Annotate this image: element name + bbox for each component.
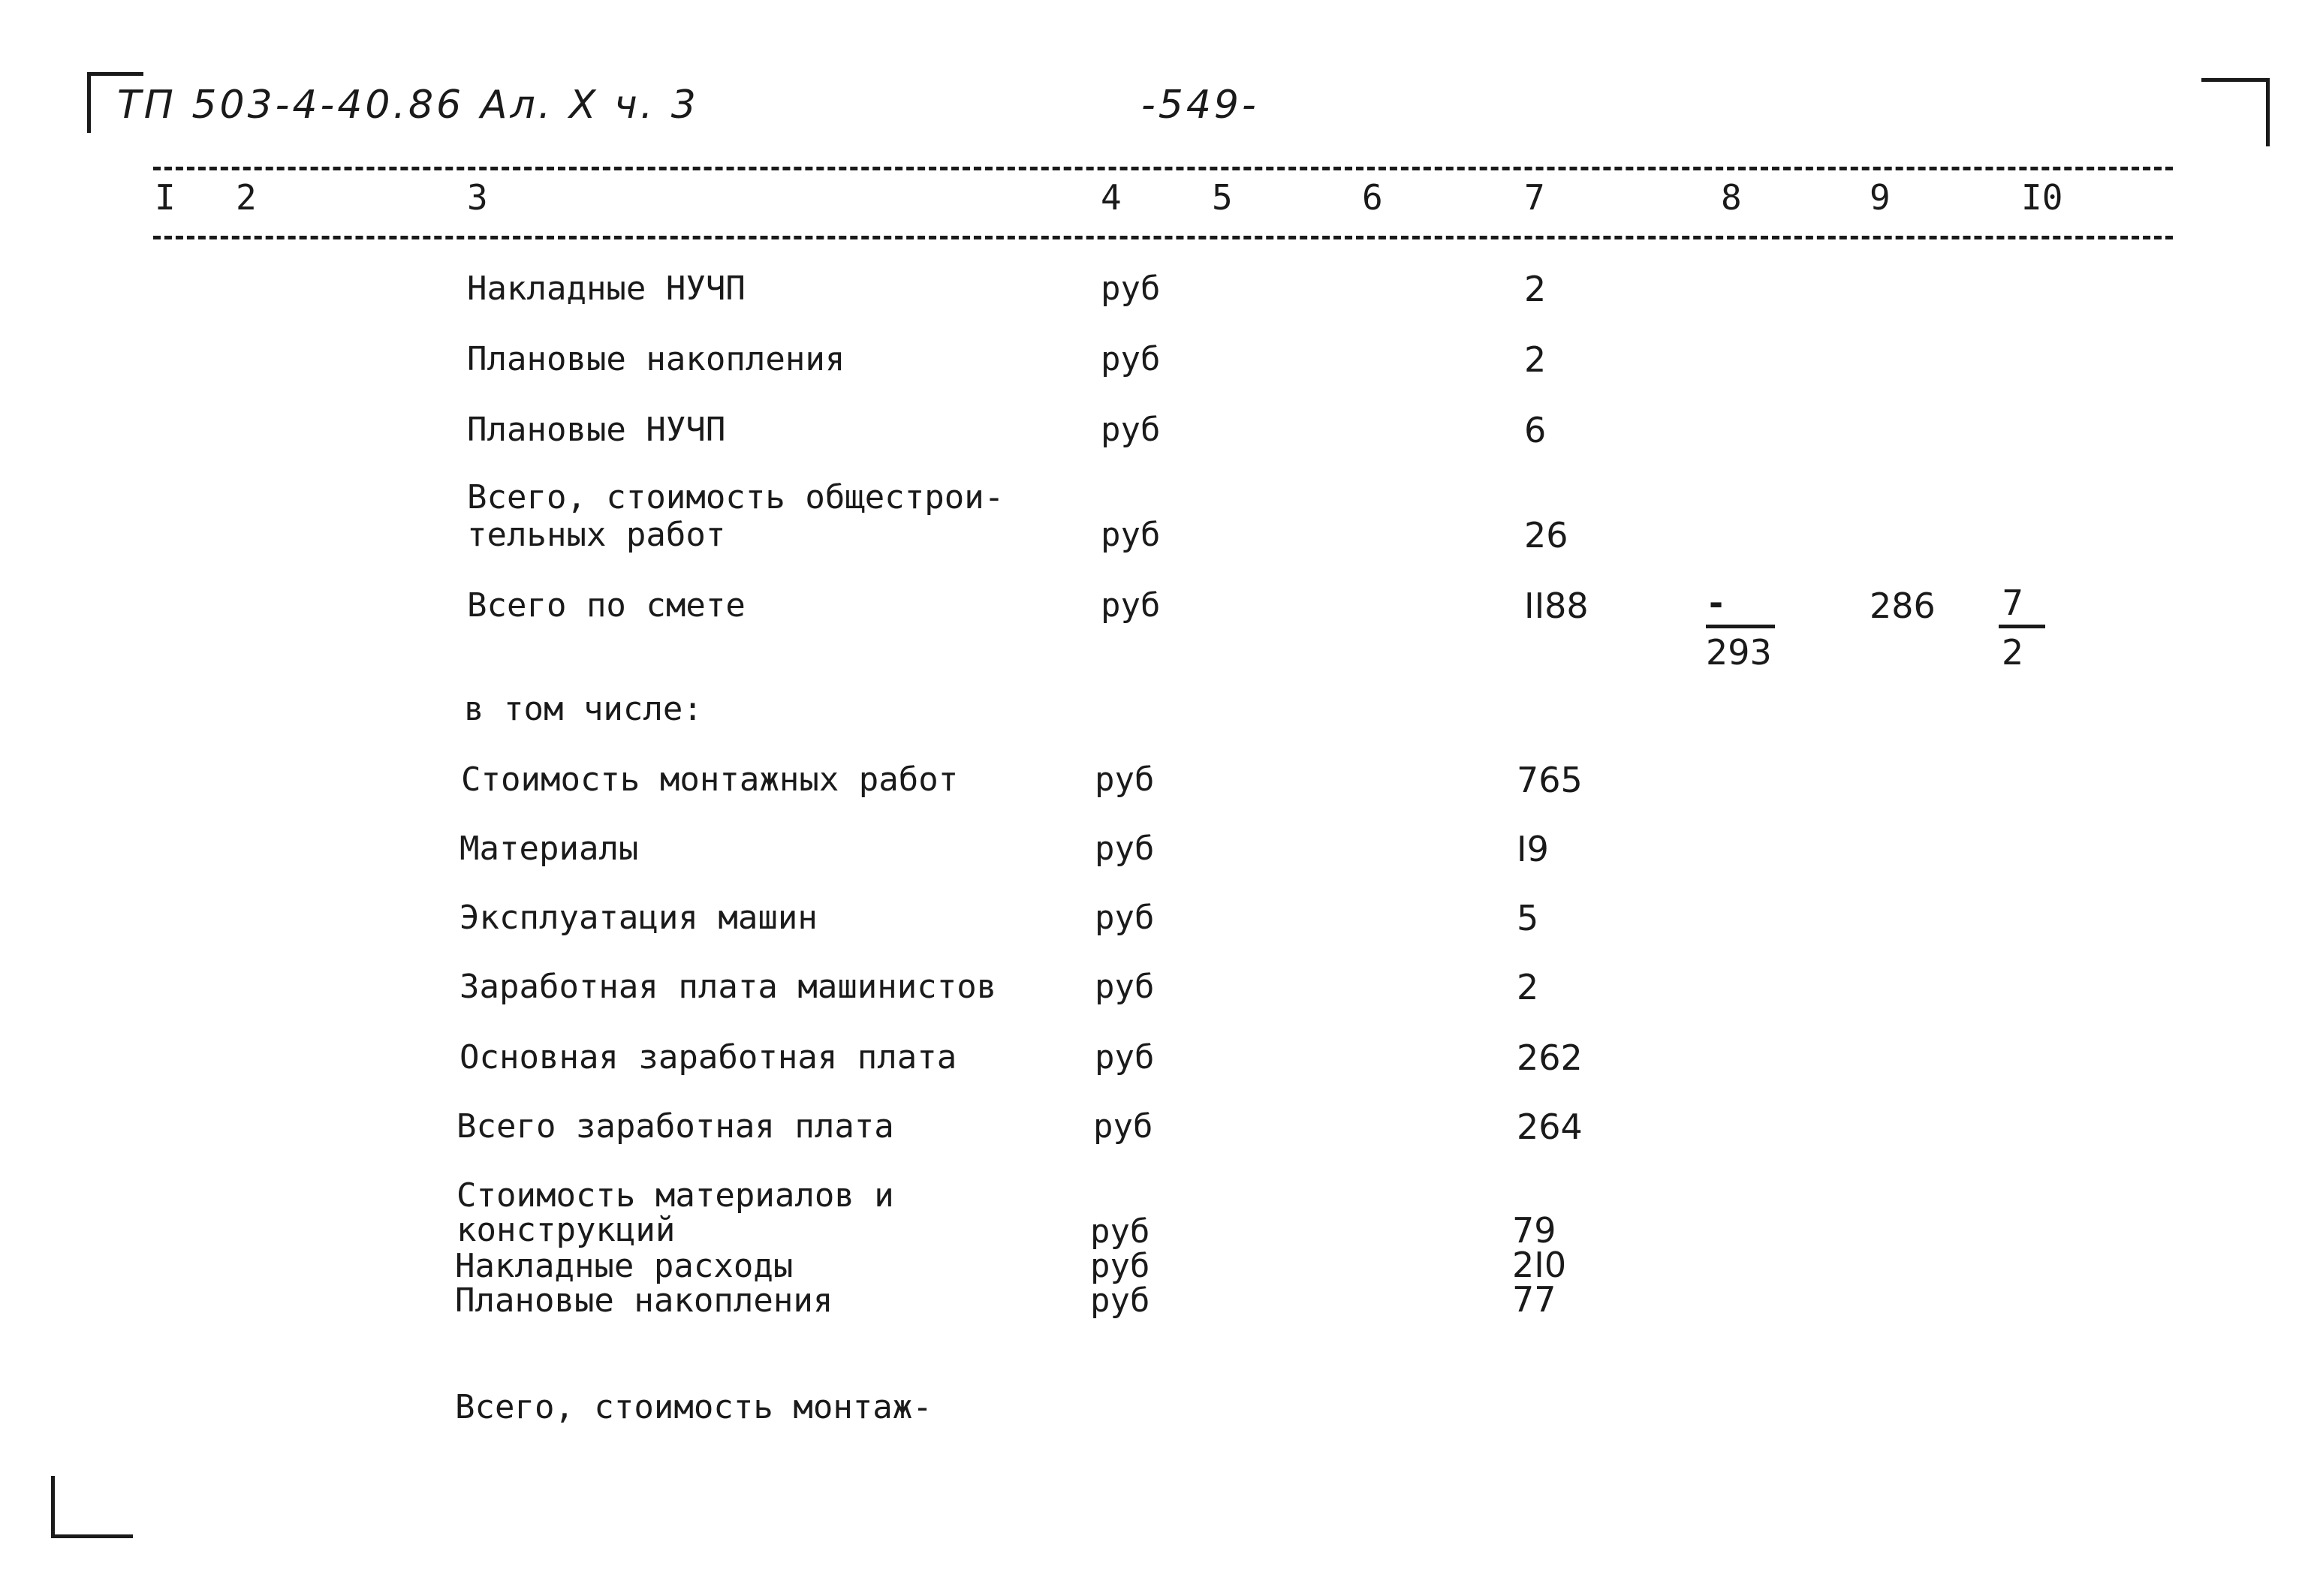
header-rule-bottom [153,236,2173,239]
row-unit: руб [1095,760,1155,799]
row-label: Основная заработная плата [459,1038,957,1077]
row-label: Накладные расходы [455,1247,794,1285]
row-label: Плановые накопления [467,340,845,378]
row-value-col7: 262 [1517,1037,1583,1078]
row-value-col10-bottom: 2 [2002,632,2024,673]
row-value-col7: 79 [1512,1210,1556,1251]
row-value-col7: 2 [1517,967,1539,1007]
row-value-col7: 26 [1524,515,1568,556]
row-label-line-2: тельных работ [467,516,726,554]
sheet-reference: Ал. X ч. 3 [481,83,699,128]
row-label: Заработная плата машинистов [459,968,997,1006]
row-unit: руб [1093,1107,1153,1146]
row-unit: руб [1101,411,1161,449]
row-value-col9: 286 [1870,586,1936,626]
column-header-4: 4 [1101,177,1122,218]
row-value-col7: I9 [1517,829,1549,869]
row-value-col10-top: 7 [2002,583,2024,623]
row-value-col7: 2 [1524,269,1547,309]
fraction-line-col8 [1706,625,1775,628]
row-unit: руб [1101,516,1161,554]
row-label-line-2: конструкций [456,1211,676,1249]
column-header-9: 9 [1870,177,1891,218]
row-label-line-1: Всего, стоимость общестрои- [467,478,1005,516]
row-unit: руб [1101,270,1161,308]
header-rule-top [153,167,2173,170]
corner-mark-top-right [2201,78,2270,146]
row-unit: руб [1090,1281,1150,1320]
row-unit: руб [1095,830,1155,868]
row-label: Стоимость монтажных работ [461,760,959,799]
row-unit: руб [1095,1038,1155,1077]
row-label-continued: Всего, стоимость монтаж- [455,1388,933,1426]
row-value-col7: 765 [1517,760,1583,800]
column-header-6: 6 [1362,177,1383,218]
row-label: Материалы [459,830,639,868]
row-label: Всего заработная плата [456,1107,894,1146]
row-unit: руб [1101,340,1161,378]
column-header-10: I0 [2021,177,2063,218]
row-unit: руб [1095,968,1155,1006]
row-value-col7: 2 [1524,339,1547,380]
row-unit: руб [1090,1247,1150,1285]
row-value-col8-bottom: 293 [1706,632,1772,673]
column-header-7: 7 [1524,177,1545,218]
section-label: в том числе: [464,690,703,728]
column-header-5: 5 [1212,177,1233,218]
corner-mark-bottom-left [51,1476,133,1538]
row-value-col7: 2I0 [1512,1245,1567,1285]
column-header-3: 3 [467,177,488,218]
row-label: Эксплуатация машин [459,899,818,937]
row-label: Накладные НУЧП [467,270,746,308]
row-label: Плановые НУЧП [467,411,726,449]
row-value-col7: 5 [1517,898,1539,938]
row-value-col7: 77 [1512,1279,1556,1320]
row-value-col8-top: - [1709,583,1724,623]
row-value-col7: 264 [1517,1107,1583,1147]
row-value-col7: 6 [1524,410,1547,450]
row-label: Всего по смете [467,586,746,625]
row-label: Плановые накопления [455,1281,833,1320]
row-unit: руб [1090,1212,1150,1251]
fraction-line-col10 [1999,625,2045,628]
page-number: -549- [1141,83,1259,128]
document-code: ТП 503-4-40.86 [117,83,465,128]
column-header-1: I [155,177,176,218]
row-value-col7: II88 [1524,586,1589,626]
column-header-2: 2 [236,177,257,218]
column-header-8: 8 [1721,177,1742,218]
row-unit: руб [1101,586,1161,625]
row-unit: руб [1095,899,1155,937]
row-label-line-1: Стоимость материалов и [456,1176,894,1215]
